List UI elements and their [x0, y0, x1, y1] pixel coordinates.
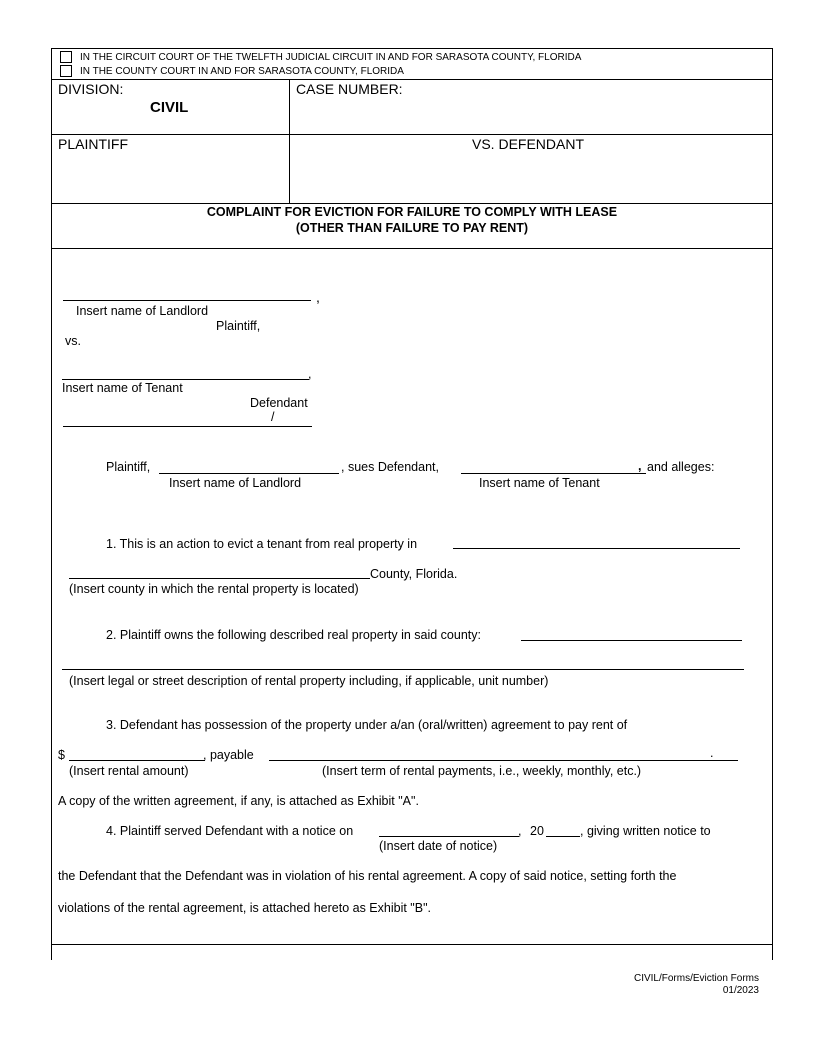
- para3-copy: A copy of the written agreement, if any, is attached as Exhibit "A".: [58, 794, 419, 808]
- case-number-label: CASE NUMBER:: [296, 81, 403, 97]
- division-value: CIVIL: [150, 99, 189, 116]
- division-label: DIVISION:: [58, 81, 124, 97]
- caption-comma-2: ,: [308, 367, 312, 381]
- form-border-right: [772, 48, 773, 960]
- para1-county-field[interactable]: [69, 578, 370, 579]
- rent-amount-field[interactable]: [69, 760, 205, 761]
- signature-rule: [63, 426, 312, 427]
- para1-property-field[interactable]: [453, 548, 740, 549]
- para3-payable: , payable: [203, 748, 254, 762]
- intro-alleges: and alleges:: [647, 460, 715, 474]
- caption-comma: ,: [316, 289, 320, 305]
- divider-bottom: [51, 944, 773, 945]
- divider-title: [51, 248, 773, 249]
- footer-date: 01/2023: [722, 985, 759, 996]
- para2-text: 2. Plaintiff owns the following described real property in said county:: [106, 628, 481, 642]
- para3-term-hint: (Insert term of rental payments, i.e., weekly, monthly, etc.): [322, 764, 642, 778]
- plaintiff-label: PLAINTIFF: [58, 136, 129, 152]
- para4-comma: ,: [518, 824, 522, 838]
- plaintiff-word: Plaintiff,: [216, 319, 261, 333]
- intro-sues: , sues Defendant,: [341, 460, 439, 474]
- para4-text: 4. Plaintiff served Defendant with a notice on: [106, 824, 354, 838]
- para3-period: .: [710, 746, 714, 760]
- para4-year-prefix: 20: [530, 824, 544, 838]
- para1-text: 1. This is an action to evict a tenant from real property in: [106, 537, 418, 551]
- divider-division: [51, 134, 773, 135]
- footer-path: CIVIL/Forms/Eviction Forms: [633, 973, 759, 984]
- rent-term-field[interactable]: [269, 760, 738, 761]
- para3-dollar: $: [58, 748, 65, 762]
- tenant-hint: Insert name of Tenant: [62, 381, 183, 395]
- tenant-name-field[interactable]: [62, 379, 309, 380]
- para4-line2: the Defendant that the Defendant was in violation of his rental agreement. A copy of said notice, setting forth the: [58, 869, 677, 883]
- landlord-name-field[interactable]: [63, 300, 311, 301]
- landlord-hint: Insert name of Landlord: [76, 304, 209, 318]
- para2-description-field[interactable]: [62, 669, 744, 670]
- para4-line3: violations of the rental agreement, is attached hereto as Exhibit "B".: [58, 901, 431, 915]
- divider-court: [51, 79, 773, 80]
- circuit-court-label: IN THE CIRCUIT COURT OF THE TWELFTH JUDICIAL CIRCUIT IN AND FOR SARASOTA COUNTY, FLORIDA: [80, 52, 582, 63]
- para2-property-field[interactable]: [521, 640, 742, 641]
- intro-landlord-hint: Insert name of Landlord: [169, 476, 302, 490]
- notice-year-field[interactable]: [546, 836, 580, 837]
- notice-date-field[interactable]: [379, 836, 519, 837]
- para4-date-hint: (Insert date of notice): [379, 839, 498, 853]
- intro-tenant-hint: Insert name of Tenant: [479, 476, 600, 490]
- vs-text: vs.: [65, 334, 81, 348]
- form-border-left: [51, 48, 52, 960]
- defendant-word: Defendant: [250, 396, 308, 410]
- form-title: COMPLAINT FOR EVICTION FOR FAILURE TO COMPLY WITH LEASE: [206, 205, 618, 219]
- defendant-label: VS. DEFENDANT: [472, 136, 585, 152]
- intro-plaintiff: Plaintiff,: [106, 460, 151, 474]
- para3-amount-hint: (Insert rental amount): [69, 764, 189, 778]
- intro-comma: ,: [638, 459, 642, 473]
- para1-hint: (Insert county in which the rental property is located): [69, 582, 359, 596]
- county-court-label: IN THE COUNTY COURT IN AND FOR SARASOTA COUNTY, FLORIDA: [80, 66, 404, 77]
- county-court-checkbox[interactable]: [60, 65, 72, 77]
- form-subtitle: (OTHER THAN FAILURE TO PAY RENT): [295, 221, 529, 235]
- intro-landlord-field[interactable]: [159, 473, 339, 474]
- para1-county-suffix: County, Florida.: [370, 567, 458, 581]
- caption-slash: /: [271, 410, 275, 424]
- intro-tenant-field[interactable]: [461, 473, 646, 474]
- para4-giving: , giving written notice to: [580, 824, 711, 838]
- border-top: [51, 48, 773, 49]
- circuit-court-checkbox[interactable]: [60, 51, 72, 63]
- para2-hint: (Insert legal or street description of rental property including, if applicable, unit number): [69, 674, 549, 688]
- column-divider: [289, 79, 290, 203]
- para3-text: 3. Defendant has possession of the property under a/an (oral/written) agreement to pay rent of: [106, 718, 628, 732]
- divider-parties: [51, 203, 773, 204]
